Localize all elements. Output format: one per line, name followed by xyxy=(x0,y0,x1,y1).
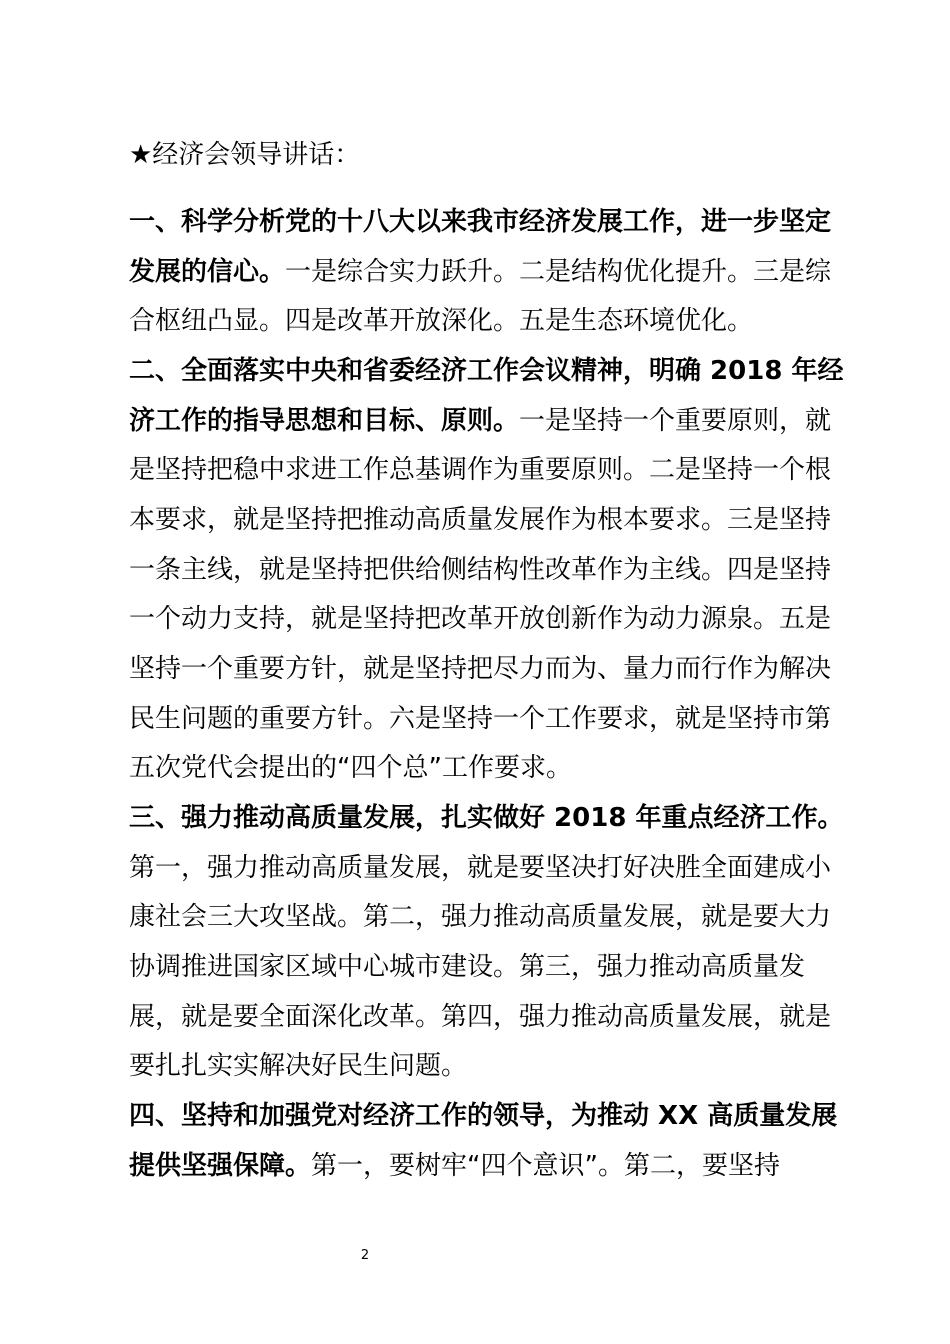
section-heading: 一、科学分析党的十八大以来我市经济发展工作，进一步坚定 xyxy=(129,207,832,237)
paragraph-line xyxy=(129,947,805,987)
section-heading: 二、全面落实中央和省委经济工作会议精神，明确 2018 年经 xyxy=(129,356,844,386)
body-text: 是坚持把稳中求进工作总基调作为重要原则。二是坚持一个根 xyxy=(129,455,832,485)
paragraph-line xyxy=(129,252,831,292)
paragraph-line xyxy=(129,848,831,888)
paragraph-line xyxy=(129,202,831,242)
section-heading: 四、坚持和加强党对经济工作的领导，为推动 XX 高质量发展 xyxy=(129,1101,838,1131)
body-text: 合枢纽凸显。四是改革开放深化。五是生态环境优化。 xyxy=(129,306,754,336)
body-text: 一条主线，就是坚持把供给侧结构性改革作为主线。四是坚持 xyxy=(129,555,832,585)
body-text: 康社会三大攻坚战。第二，强力推动高质量发展，就是要大力 xyxy=(129,902,832,932)
paragraph-line xyxy=(129,798,843,838)
paragraph-line xyxy=(129,500,831,540)
body-text: 民生问题的重要方针。六是坚持一个工作要求，就是坚持市第 xyxy=(129,704,832,734)
paragraph-line xyxy=(129,1146,780,1186)
document-title: ★经济会领导讲话： xyxy=(129,140,361,170)
section-heading: 三、强力推动高质量发展，扎实做好 2018 年重点经济工作。 xyxy=(129,803,844,833)
body-text: 要扎扎实实解决好民生问题。 xyxy=(129,1051,468,1081)
paragraph-line xyxy=(129,1096,837,1136)
body-text: 一个动力支持，就是坚持把改革开放创新作为动力源泉。五是 xyxy=(129,604,832,634)
body-text: 一是坚持一个重要原则，就 xyxy=(519,406,832,436)
paragraph-line xyxy=(129,997,831,1037)
body-text: 本要求，就是坚持把推动高质量发展作为根本要求。三是坚持 xyxy=(129,505,832,535)
paragraph-line xyxy=(129,1046,467,1086)
paragraph-line xyxy=(129,649,831,689)
body-text: 展，就是要全面深化改革。第四，强力推动高质量发展，就是 xyxy=(129,1002,832,1032)
paragraph-line xyxy=(129,450,831,490)
body-text: 一是综合实力跃升。二是结构优化提升。三是综 xyxy=(285,257,832,287)
section-heading: 发展的信心。 xyxy=(129,257,286,287)
body-text: 第一，要树牢“四个意识”。第二，要坚持 xyxy=(311,1151,780,1181)
body-text: 协调推进国家区域中心城市建设。第三，强力推动高质量发 xyxy=(129,952,806,982)
paragraph-line xyxy=(129,301,753,341)
paragraph-line xyxy=(129,897,831,937)
body-text: 坚持一个重要方针，就是坚持把尽力而为、量力而行作为解决 xyxy=(129,654,832,684)
body-text: 第一，强力推动高质量发展，就是要坚决打好决胜全面建成小 xyxy=(129,853,832,883)
section-heading: 提供坚强保障。 xyxy=(129,1151,312,1181)
body-text: 五次党代会提出的“四个总”工作要求。 xyxy=(129,753,572,783)
section-heading: 济工作的指导思想和目标、原则。 xyxy=(129,406,520,436)
paragraph-line xyxy=(129,699,831,739)
page-number: 2 xyxy=(360,1248,370,1263)
paragraph-line xyxy=(129,550,831,590)
paragraph-line xyxy=(129,401,831,441)
paragraph-line xyxy=(129,599,831,639)
paragraph-line xyxy=(129,351,843,391)
paragraph-line xyxy=(129,748,572,788)
